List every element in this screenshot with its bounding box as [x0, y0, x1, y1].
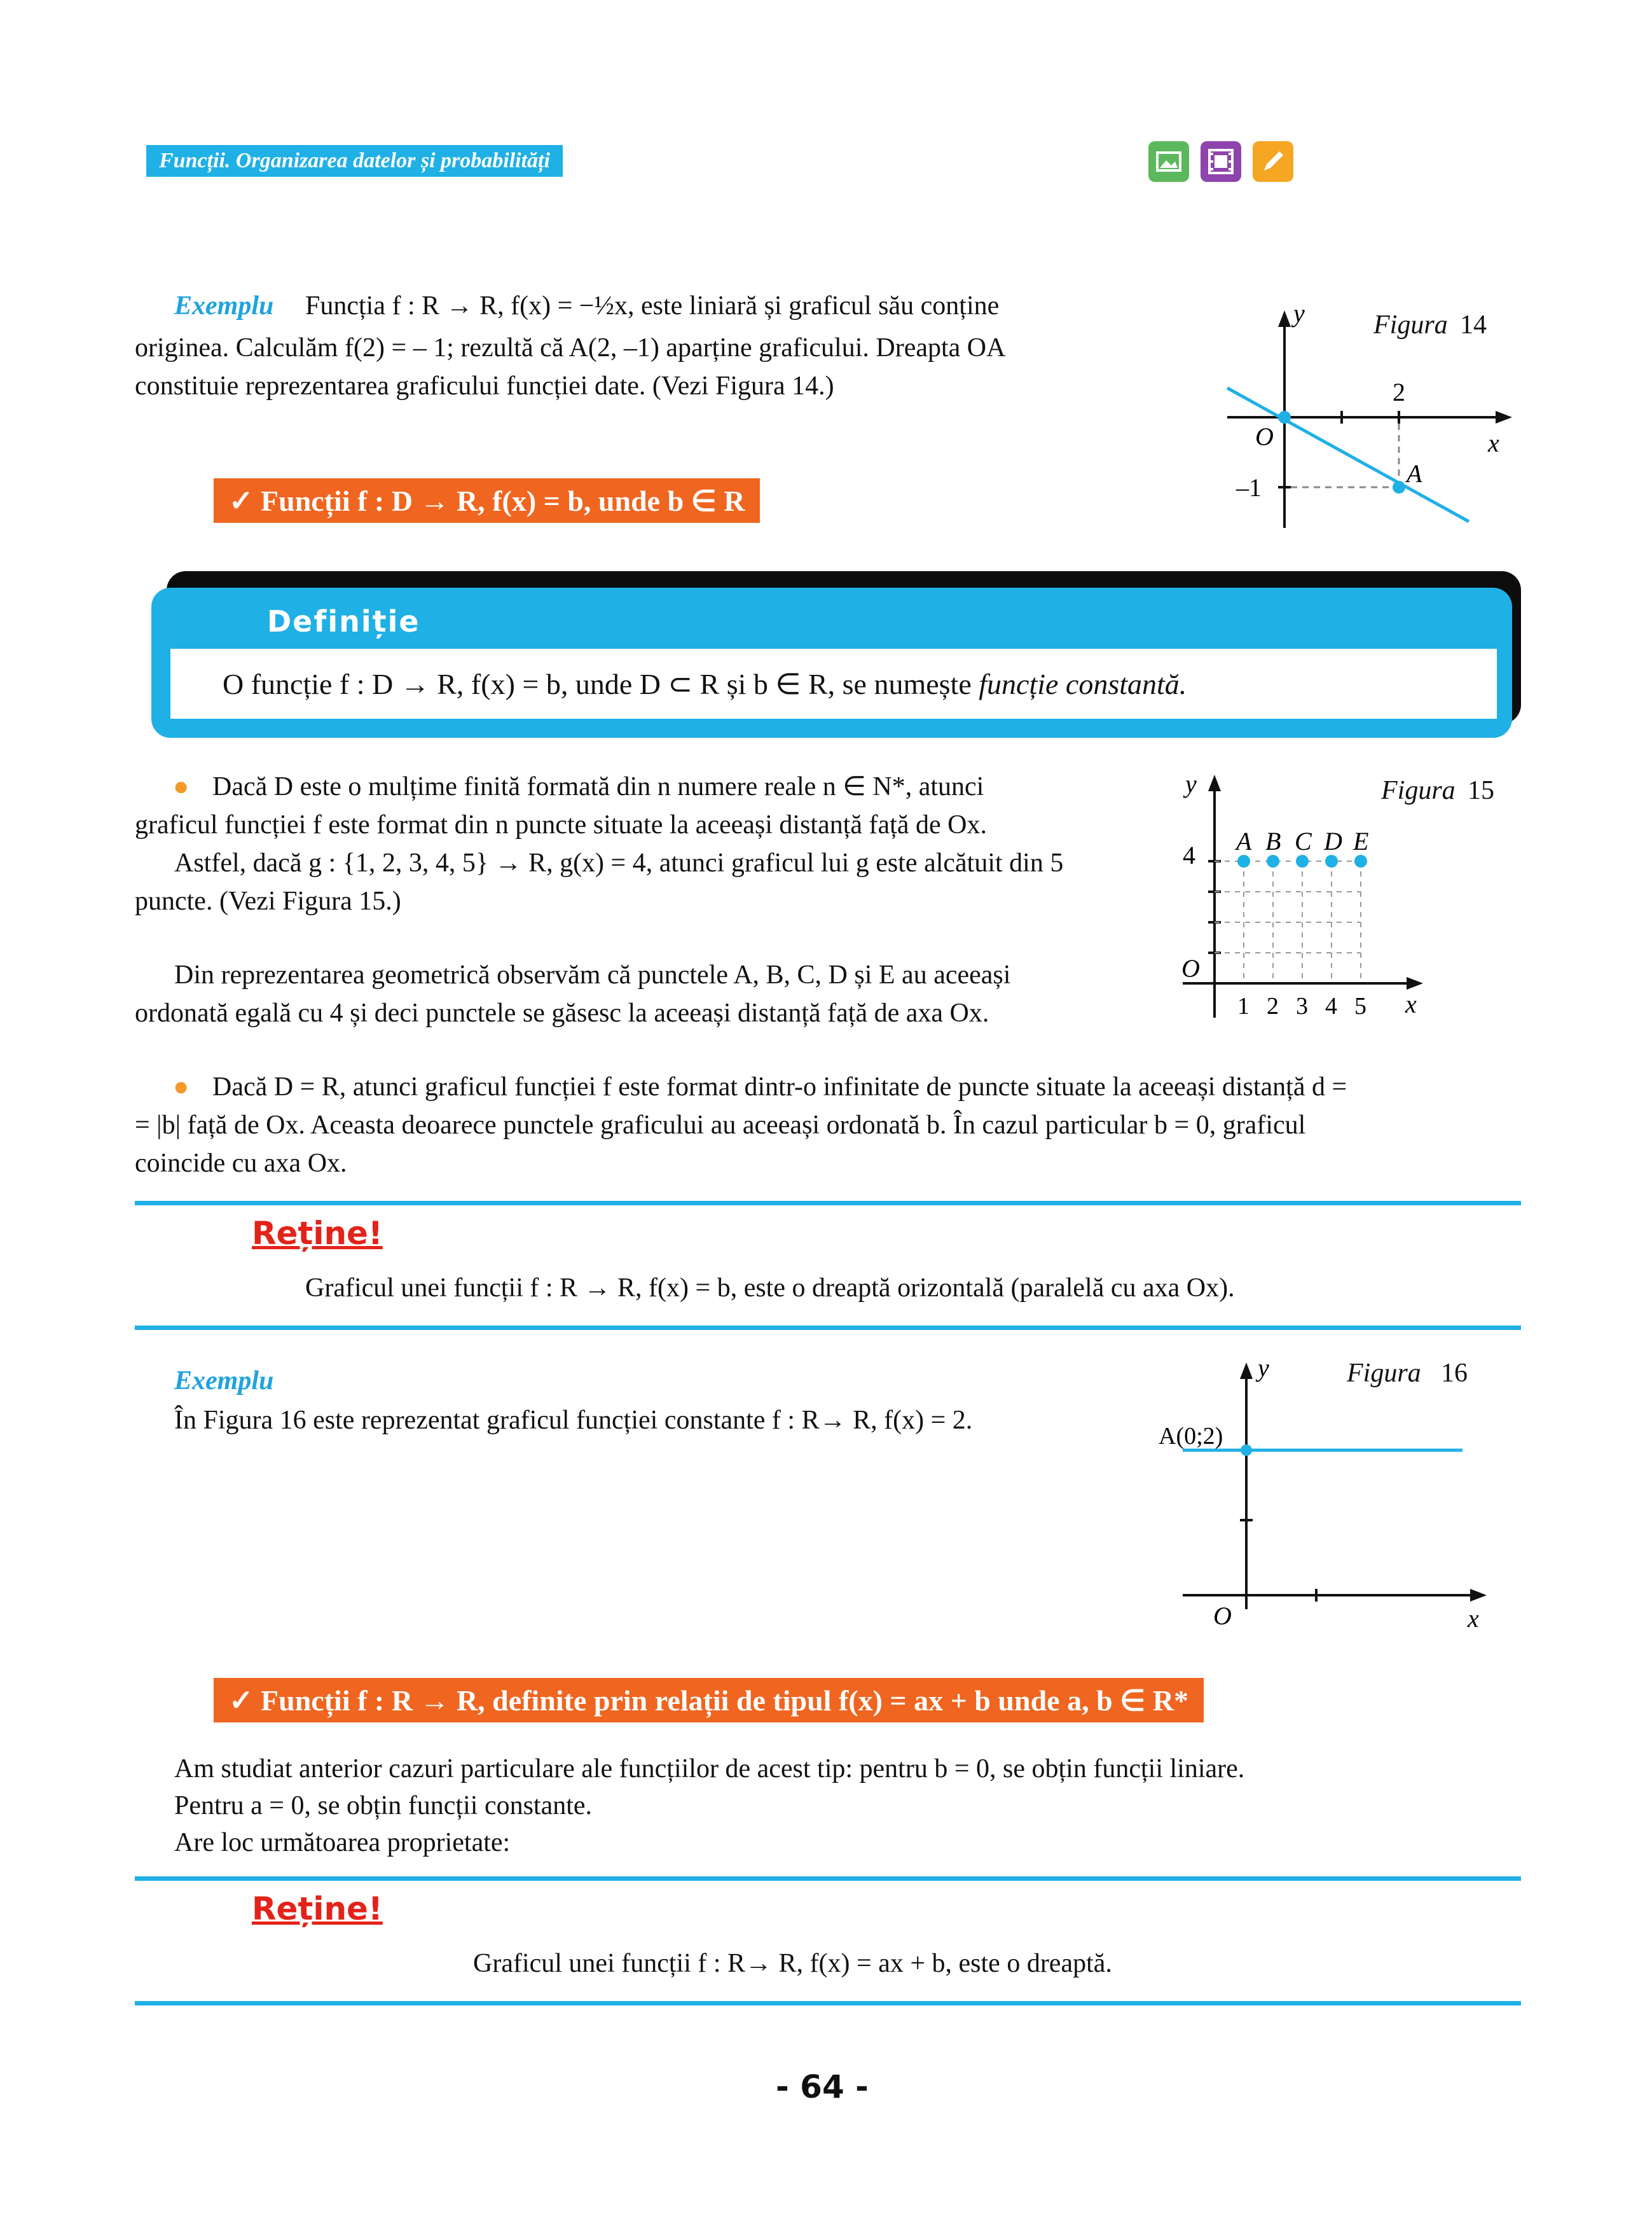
- fig15-point-c: [1296, 855, 1309, 868]
- divider-top-1: [135, 1201, 1521, 1205]
- fig15-xtick-label: 4: [1325, 993, 1337, 1020]
- fig15-point-label: D: [1324, 827, 1342, 855]
- image-icon[interactable]: [1148, 141, 1189, 182]
- para1-line3: Astfel, dacă g : {1, 2, 3, 4, 5} → R, g(x) = 4, atunci graficul lui g este alcătuit din 5: [174, 848, 1064, 878]
- retine-text-2: Graficul unei funcții f : R→ R, f(x) = ax + b, este o dreaptă.: [473, 1949, 1112, 1978]
- example1-line2: originea. Calculăm f(2) = – 1; rezultă că A(2, –1) aparține graficului. Dreapta OA: [135, 333, 1006, 363]
- section-title-constant: ✓ Funcții f : D → R, f(x) = b, unde b ∈ R: [214, 478, 760, 523]
- fig16-o-label: O: [1213, 1602, 1232, 1630]
- fig15-point-d: [1325, 855, 1338, 868]
- film-icon[interactable]: [1201, 141, 1241, 182]
- para1-line5: Din reprezentarea geometrică observăm că punctele A, B, C, D și E au aceeași: [174, 960, 1011, 990]
- fig15-point-e: [1354, 855, 1367, 868]
- divider-bottom-2: [135, 2001, 1521, 2005]
- para3-line1: Am studiat anterior cazuri particulare ale funcțiilor de acest tip: pentru b = 0, se obțin funcții liniare.: [174, 1754, 1245, 1783]
- fig15-four-label: 4: [1183, 841, 1195, 869]
- fig14-o-label: O: [1255, 422, 1274, 451]
- fig15-o-label: O: [1181, 954, 1200, 983]
- para3-line2: Pentru a = 0, se obțin funcții constante.: [174, 1791, 593, 1820]
- fig14-two-label: 2: [1393, 378, 1405, 406]
- definition-text: [223, 667, 1187, 701]
- fig16-caption-num: 16: [1441, 1359, 1468, 1388]
- fig16-x-label: x: [1468, 1604, 1479, 1633]
- example1-line3: constituie reprezentarea graficului funcției date. (Vezi Figura 14.): [135, 371, 834, 401]
- fig15-caption-num: 15: [1468, 776, 1494, 805]
- fig15-xtick-label: 2: [1267, 993, 1279, 1020]
- para1-line1: Dacă D este o mulțime finită formată din n numere reale n ∈ N*, atunci: [212, 772, 984, 801]
- example1-line1: Funcția f : R → R, f(x) = −½x, este liniară și graficul său conține: [305, 291, 1000, 321]
- fig15-point-a: [1237, 855, 1250, 868]
- para1-line6: ordonată egală cu 4 și deci punctele se găsesc la aceeași distanță față de axa Ox.: [135, 999, 989, 1028]
- example2-label: Exemplu: [174, 1366, 274, 1395]
- fig14-caption-num: 14: [1460, 310, 1487, 340]
- chapter-title: Funcții. Organizarea datelor și probabilități: [146, 145, 563, 177]
- section-title-affine: ✓ Funcții f : R → R, definite prin relații de tipul f(x) = ax + b unde a, b ∈ R*: [214, 1678, 1204, 1722]
- para2-line1: Dacă D = R, atunci graficul funcției f este format dintr-o infinitate de puncte situate la aceeași distanță d =: [212, 1072, 1347, 1102]
- fig14-a-label: A: [1407, 459, 1422, 488]
- para2-line3: coincide cu axa Ox.: [135, 1149, 347, 1178]
- bullet-1: ●: [173, 772, 189, 801]
- fig15-caption-word: Figura: [1381, 776, 1456, 805]
- fig15-x-label: x: [1405, 990, 1417, 1018]
- pencil-icon[interactable]: [1253, 141, 1293, 182]
- fig14-x-label: x: [1488, 429, 1499, 457]
- fig16-point: [1241, 1444, 1252, 1456]
- example2-line1: În Figura 16 este reprezentat graficul funcției constante f : R→ R, f(x) = 2.: [174, 1406, 973, 1435]
- retine-title-1: Reține!: [252, 1215, 383, 1252]
- fig14-caption-word: Figura: [1373, 310, 1448, 340]
- fig15-point-label: E: [1353, 827, 1369, 855]
- fig15-point-label: C: [1295, 827, 1312, 855]
- origin-point: [1278, 411, 1291, 424]
- para3-line3: Are loc următoarea proprietate:: [174, 1828, 511, 1857]
- definition-text-b: funcție constantă.: [979, 668, 1187, 700]
- page-number: - 64 -: [776, 2068, 869, 2105]
- fig15-point-label: B: [1265, 827, 1281, 855]
- fig16-y-label: y: [1258, 1354, 1269, 1382]
- para1-line4: puncte. (Vezi Figura 15.): [135, 887, 401, 916]
- fig15-point-b: [1267, 855, 1279, 868]
- point-a: [1393, 481, 1405, 494]
- retine-title-2: Reține!: [252, 1890, 383, 1927]
- figure-16: [1157, 1348, 1501, 1641]
- fig15-point-label: A: [1236, 827, 1252, 855]
- fig14-y-label: y: [1293, 299, 1305, 328]
- para1-line2: graficul funcției f este format din n puncte situate la aceeași distanță față de Ox.: [135, 810, 987, 840]
- retine-text-1: Graficul unei funcții f : R → R, f(x) = b, este o dreaptă orizontală (paralelă cu axa Ox).: [305, 1273, 1235, 1303]
- fig14-minus-one-label: –1: [1236, 473, 1262, 502]
- para2-line2: = |b| față de Ox. Aceasta deoarece punctele graficului au aceeași ordonată b. În cazul particular b = 0, graficul: [135, 1111, 1306, 1140]
- divider-bottom-1: [135, 1326, 1521, 1330]
- divider-top-2: [135, 1876, 1521, 1881]
- fig15-y-label: y: [1185, 770, 1197, 798]
- bullet-2: ●: [173, 1072, 189, 1102]
- example1-label: Exemplu: [174, 291, 274, 321]
- fig15-xtick-label: 1: [1237, 993, 1249, 1020]
- fig16-caption-word: Figura: [1347, 1359, 1421, 1388]
- fig15-xtick-label: 3: [1296, 993, 1308, 1020]
- fig15-xtick-label: 5: [1354, 993, 1366, 1020]
- fig16-point-label: A(0;2): [1159, 1423, 1223, 1450]
- definition-title: Definiție: [267, 604, 420, 639]
- definition-text-a: O funcție f : D → R, f(x) = b, unde D ⊂ R și b ∈ R, se numește: [223, 668, 979, 700]
